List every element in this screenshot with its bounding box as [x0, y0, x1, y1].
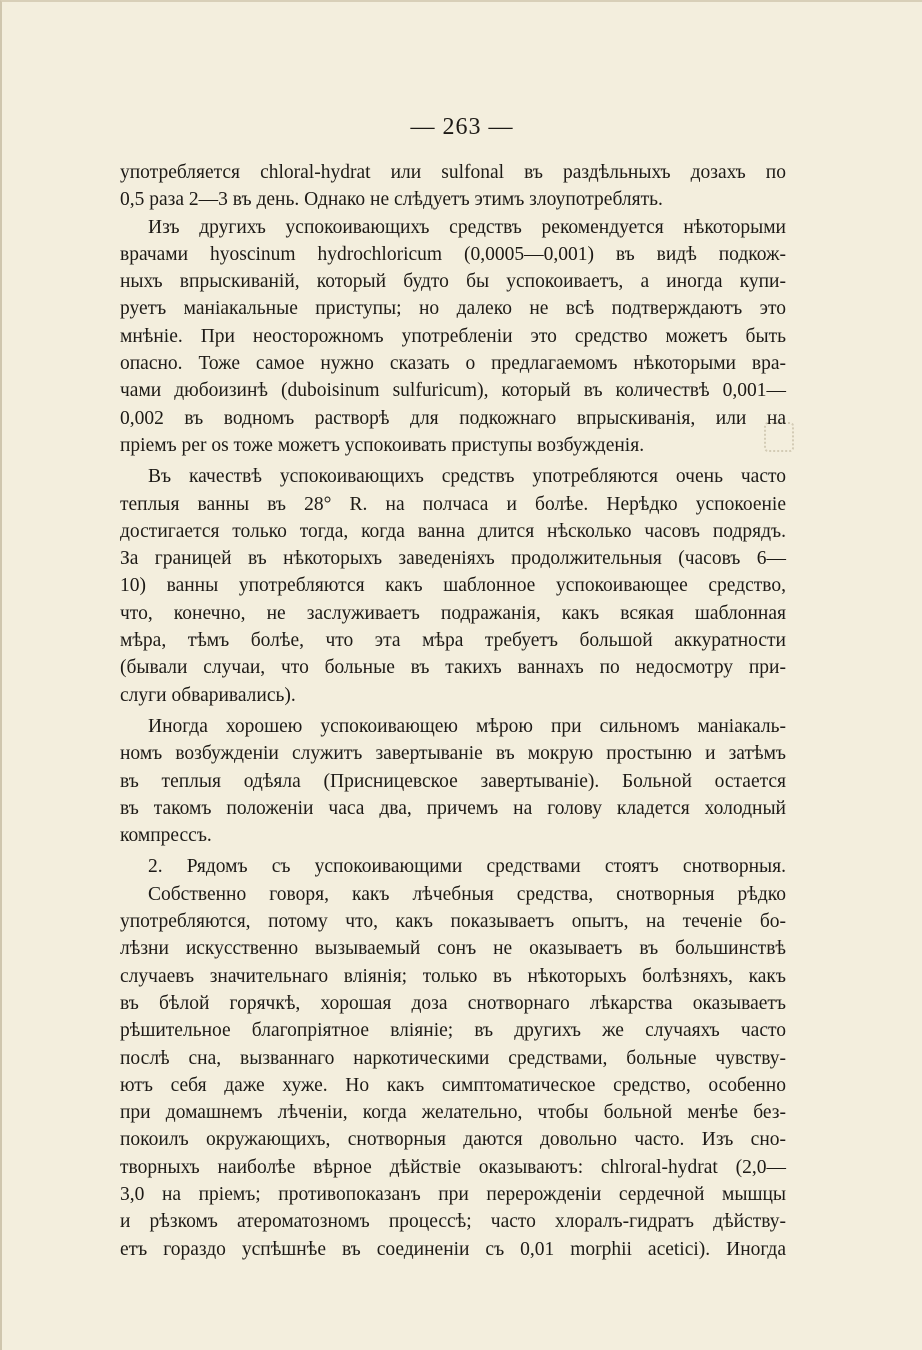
text-line: 0,5 раза 2—3 въ день. Однако не слѣдуетъ этимъ злоупотреблять.: [120, 189, 663, 211]
text-line: достигается только тогда, когда ванна длится нѣсколько часовъ подрядъ.: [120, 520, 786, 542]
text-line: Изъ другихъ успокоивающихъ средствъ рекомендуется нѣкоторыми: [148, 216, 786, 238]
text-line: употребляются, потому что, какъ показываетъ опытъ, на теченіе бо-: [120, 911, 786, 933]
text-line: етъ гораздо успѣшнѣе въ соединеніи съ 0,01 morphii acetici). Иногда: [120, 1238, 786, 1260]
text-line: врачами hyoscinum hydrochloricum (0,0005—0,001) въ видѣ подкож-: [120, 243, 786, 265]
text-line: при домашнемъ лѣченіи, когда желательно, чтобы больной менѣе без-: [120, 1102, 786, 1124]
text-line: (бывали случаи, что больные въ такихъ ваннахъ по недосмотру при-: [120, 657, 786, 679]
text-line: ютъ себя даже хуже. Но какъ симптоматическое средство, особенно: [120, 1074, 786, 1096]
text-line: случаевъ значительнаго вліянія; только въ нѣкоторыхъ болѣзняхъ, какъ: [120, 965, 786, 987]
text-line: руетъ маніакальные приступы; но далеко не всѣ подтверждаютъ это: [120, 298, 786, 320]
text-line: 0,002 въ водномъ растворѣ для подкожнаго впрыскиванія, или на: [120, 407, 786, 429]
text-line: теплыя ванны въ 28° R. на полчаса и болѣе. Нерѣдко успокоеніе: [120, 493, 786, 515]
text-line: въ бѣлой горячкѣ, хорошая доза снотворнаго лѣкарства оказываетъ: [120, 992, 786, 1014]
text-line: что, конечно, не заслуживаетъ подражанія, какъ всякая шаблонная: [120, 602, 786, 624]
text-line: чами дюбоизинѣ (duboisinum sulfuricum), который въ количествѣ 0,001—: [120, 380, 786, 402]
text-line: ныхъ впрыскиваній, который будто бы успокоиваетъ, а иногда купи-: [120, 271, 786, 293]
text-line: слуги обваривались).: [120, 684, 296, 706]
text-line: 10) ванны употребляются какъ шаблонное успокоивающее средство,: [120, 575, 786, 597]
text-line: мнѣніе. При неосторожномъ употребленіи это средство можетъ быть: [120, 325, 786, 347]
text-line: Иногда хорошею успокоивающею мѣрою при сильномъ маніакаль-: [148, 715, 786, 737]
body-text: [120, 159, 786, 1263]
text-line: За границей въ нѣкоторыхъ заведеніяхъ продолжительныя (часовъ 6—: [120, 548, 786, 570]
text-line: послѣ сна, вызваннаго наркотическими средствами, больные чувству-: [120, 1047, 786, 1069]
text-line: употребляется chloral-hydrat или sulfonal въ раздѣльныхъ дозахъ по: [120, 162, 786, 183]
text-line: номъ возбужденіи служитъ завертываніе въ мокрую простыню и затѣмъ: [120, 743, 786, 765]
text-line: покоилъ окружающихъ, снотворныя даются довольно часто. Изъ сно-: [120, 1129, 786, 1151]
text-line: Собственно говоря, какъ лѣчебныя средства, снотворныя рѣдко: [148, 883, 786, 905]
text-line: опасно. Тоже самое нужно сказать о предлагаемомъ нѣкоторыми вра-: [120, 353, 786, 375]
text-line: и рѣзкомъ атероматозномъ процессѣ; часто хлоралъ-гидратъ дѣйству-: [120, 1211, 786, 1233]
text-line: 3,0 на пріемъ; противопоказанъ при перерожденіи сердечной мышцы: [120, 1183, 786, 1205]
text-line: 2. Рядомъ съ успокоивающими средствами стоятъ снотворныя.: [148, 856, 786, 878]
text-line: въ такомъ положеніи часа два, причемъ на голову кладется холодный: [120, 797, 786, 819]
page-number: — 263 —: [410, 114, 514, 140]
text-line: компрессъ.: [120, 825, 212, 847]
text-line: Въ качествѣ успокоивающихъ средствъ употребляются очень часто: [148, 466, 786, 488]
text-line: лѣзни искусственно вызываемый сонъ не оказываетъ въ большинствѣ: [120, 938, 786, 960]
text-line: мѣра, тѣмъ болѣе, что эта мѣра требуетъ большой аккуратности: [120, 630, 786, 652]
text-line: пріемъ per os тоже можетъ успокоивать приступы возбужденія.: [120, 434, 645, 456]
text-line: творныхъ наиболѣе вѣрное дѣйствіе оказываютъ: chlroral-hydrat (2,0—: [120, 1156, 786, 1178]
text-line: въ теплыя одѣяла (Присницевское завертываніе). Больной остается: [120, 770, 786, 792]
text-line: рѣшительное благопріятное вліяніе; въ другихъ же случаяхъ часто: [120, 1020, 786, 1042]
